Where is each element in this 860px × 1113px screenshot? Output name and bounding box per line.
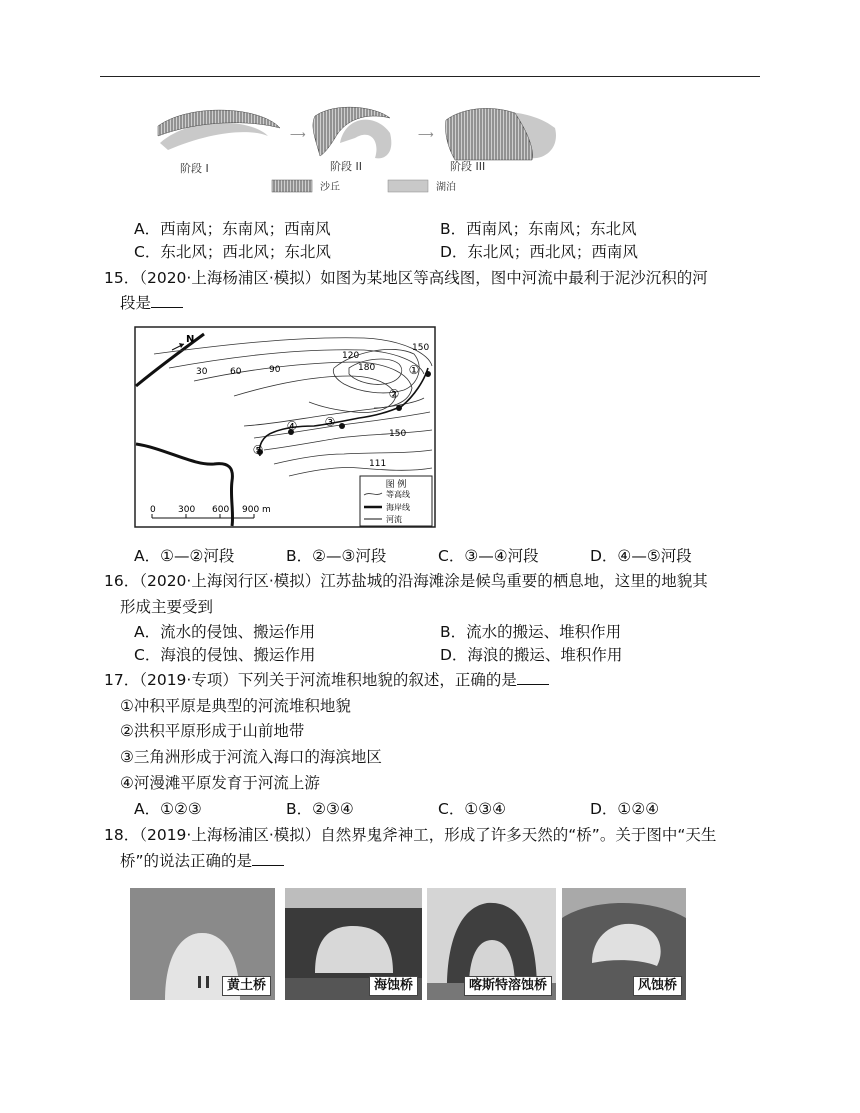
q16-stem-line1: 16．（2020·上海闵行区·模拟）江苏盐城的沿海滩涂是候鸟重要的栖息地，这里的地貌其 [104,572,708,590]
contour-map-figure [134,326,436,528]
q17-statement-4: ④河漫滩平原发育于河流上游 [120,774,320,792]
contour-label: 120 [342,351,360,361]
photo-label: 风蚀桥 [633,976,682,996]
photo-label: 海蚀桥 [369,976,418,996]
q15-stem-line2: 段是 [120,292,183,314]
q15-option-d: D．④—⑤河段 [590,547,692,565]
contour-label: 30 [196,367,208,377]
answer-blank [151,293,183,308]
photo-wind-erosion-bridge [562,888,686,1000]
q14-option-d: D．东北风；西北风；西南风 [440,243,638,261]
q17-option-b: B．②③④ [286,800,354,818]
stage2-lake [340,120,391,159]
stage3-label: 阶段 III [450,160,486,173]
legend-dune-label: 沙丘 [320,182,340,193]
photo-karst-bridge [427,888,556,1000]
q16-option-b: B．流水的搬运、堆积作用 [440,623,622,641]
contour-label: 150 [412,343,430,353]
stage2-label: 阶段 II [330,160,362,173]
scale-label: 600 [212,505,230,515]
q17-statement-3: ③三角洲形成于河流入海口的海滨地区 [120,748,382,766]
point-2: ② [388,387,400,401]
answer-blank [252,851,284,866]
scale-label: 900 m [242,505,271,515]
q18-stem-line1: 18．（2019·上海杨浦区·模拟）自然界鬼斧神工，形成了许多天然的“桥”。关于图中“天生 [104,826,717,844]
q15-option-c: C．③—④河段 [438,547,539,565]
q16-option-a: A．流水的侵蚀、搬运作用 [134,623,316,641]
header-rule [100,76,760,77]
q15-option-b: B．②—③河段 [286,547,387,565]
q14-option-a: A．西南风；东南风；西南风 [134,220,331,238]
contour-label: 60 [230,367,242,377]
map-legend-title: 图 例 [385,480,407,490]
q17-statement-2: ②洪积平原形成于山前地带 [120,722,305,740]
point-4: ④ [286,419,298,433]
photo-sea-arch [285,888,422,1000]
point-3: ③ [324,415,336,429]
scale-label: 0 [150,505,156,515]
contour-label: 90 [269,365,281,375]
legend-river: 河流 [386,515,402,524]
north-label: N [186,334,195,345]
q15-stem-line1: 15．（2020·上海杨浦区·模拟）如图为某地区等高线图，图中河流中最利于泥沙沉积的河 [104,269,708,287]
q18-stem-line2: 桥”的说法正确的是 [120,850,284,872]
contour-label: 150 [389,429,407,439]
q17-option-c: C．①③④ [438,800,507,818]
scale-label: 300 [178,505,196,515]
photo-loess-bridge [130,888,275,1000]
legend-lake-label: 湖泊 [436,182,456,193]
answer-blank [517,670,549,685]
q17-stem: 17．（2019·专项）下列关于河流堆积地貌的叙述，正确的是 [104,669,549,691]
stage1-label: 阶段 I [180,162,209,175]
q17-option-d: D．①②④ [590,800,660,818]
contour-label: 180 [358,363,376,373]
photo-label: 黄土桥 [222,976,271,996]
q16-option-d: D．海浪的搬运、堆积作用 [440,646,623,664]
q14-option-c: C．东北风；西北风；东北风 [134,243,331,261]
q16-stem-line2: 形成主要受到 [120,598,214,616]
svg-text:⟶: ⟶ [418,128,434,141]
q16-option-c: C．海浪的侵蚀、搬运作用 [134,646,316,664]
photo-label: 喀斯特溶蚀桥 [464,976,552,996]
point-1: ① [408,363,420,377]
dune-stages-figure [150,98,570,198]
q17-statement-1: ①冲积平原是典型的河流堆积地貌 [120,697,351,715]
contour-label: 111 [369,459,387,469]
legend-contour: 等高线 [386,490,410,499]
q14-option-b: B．西南风；东南风；东北风 [440,220,637,238]
legend-coast: 海岸线 [386,503,410,512]
q15-option-a: A．①—②河段 [134,547,235,565]
svg-text:⟶: ⟶ [290,128,306,141]
point-5: ⑤ [252,443,264,457]
legend-dune-swatch [272,180,312,192]
legend-lake-swatch [388,180,428,192]
q17-option-a: A．①②③ [134,800,202,818]
